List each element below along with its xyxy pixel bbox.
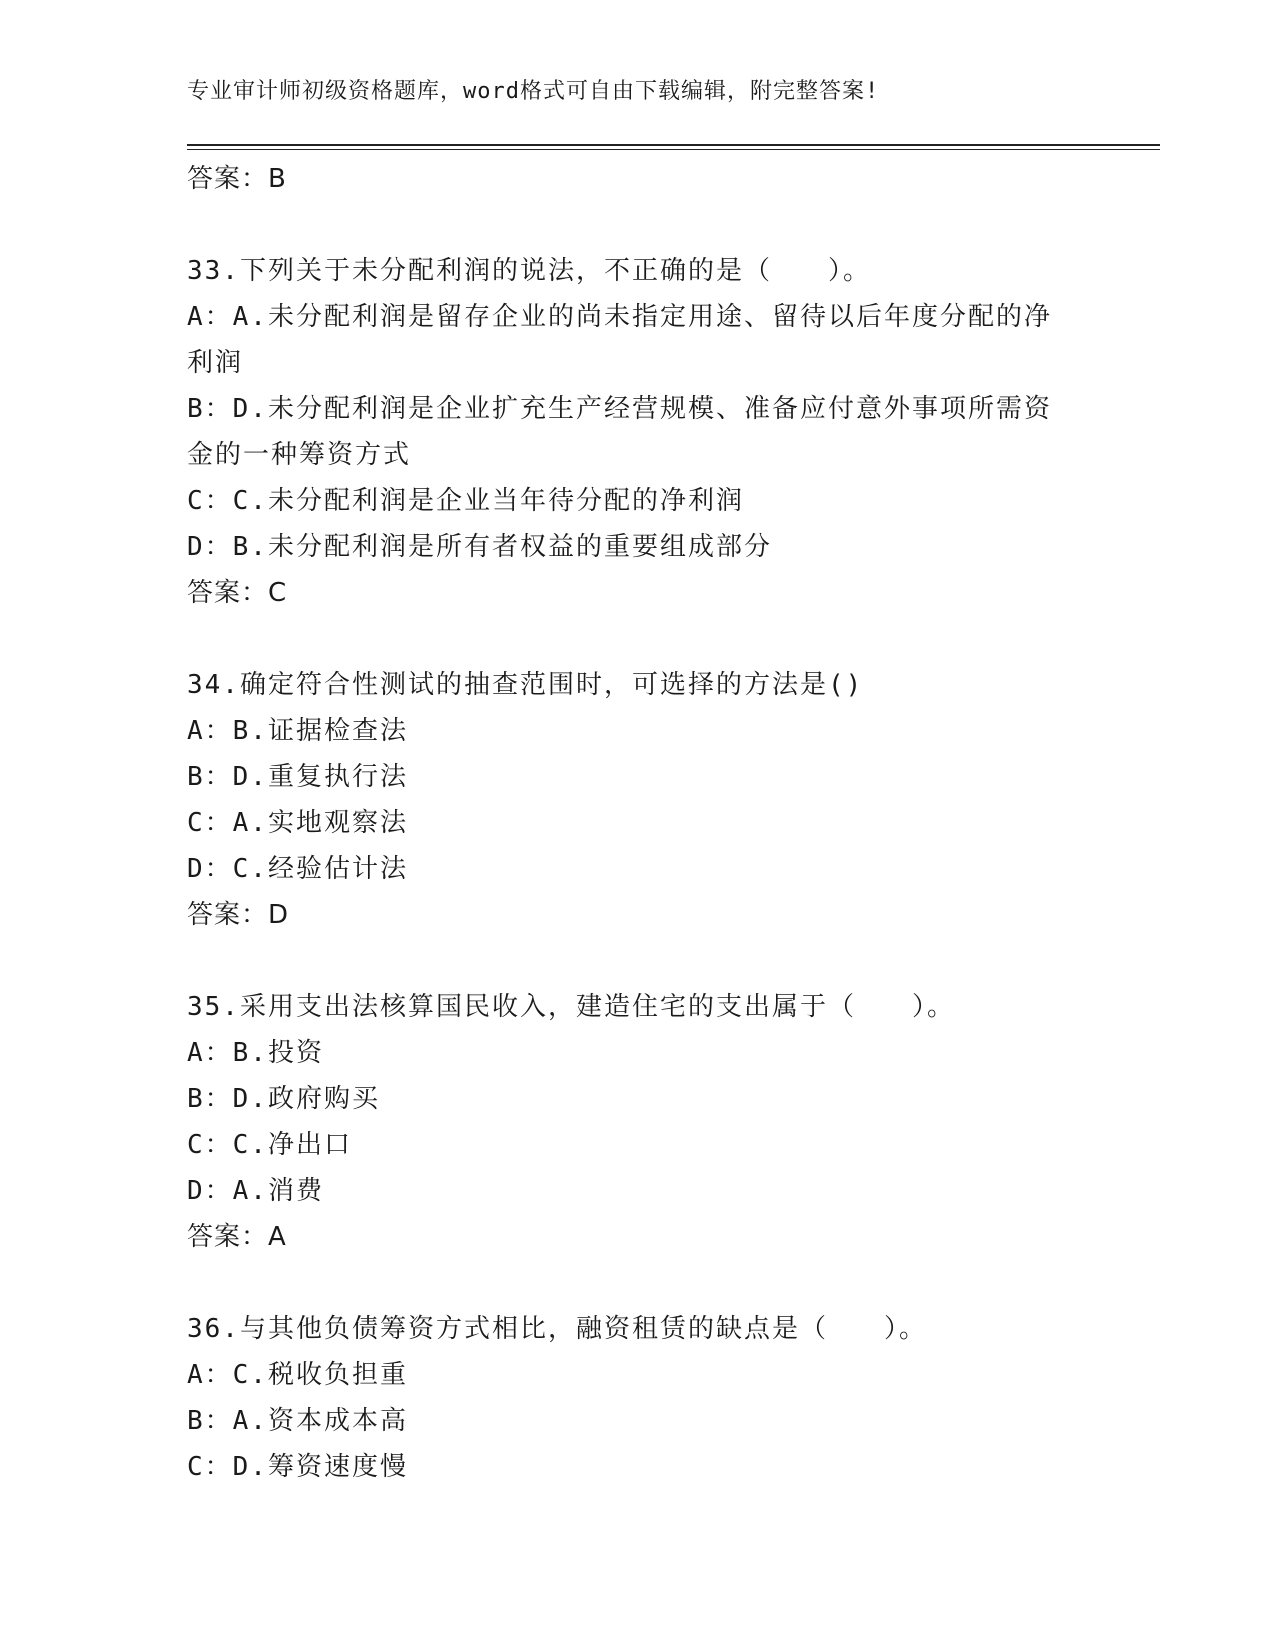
- option-line: 金的一种筹资方式: [187, 440, 412, 470]
- answer-line: 答案：D: [187, 900, 290, 930]
- option-line: B：D.重复执行法: [187, 762, 408, 792]
- option-line: C：A.实地观察法: [187, 808, 408, 838]
- option-line: D：C.经验估计法: [187, 854, 408, 884]
- option-line: C：C.净出口: [187, 1130, 352, 1160]
- page-header: 专业审计师初级资格题库，word格式可自由下载编辑，附完整答案!: [187, 79, 880, 104]
- header-divider: [187, 144, 1160, 146]
- option-line: C：D.筹资速度慢: [187, 1452, 408, 1482]
- spacer: [187, 938, 1087, 984]
- spacer: [187, 202, 1087, 248]
- question-34-text: 34.确定符合性测试的抽查范围时，可选择的方法是(): [187, 670, 864, 700]
- answer-line: 答案：C: [187, 578, 288, 608]
- option-line: A：B.投资: [187, 1038, 324, 1068]
- header-divider-thin: [187, 149, 1160, 150]
- option-line: A：A.未分配利润是留存企业的尚未指定用途、留待以后年度分配的净: [187, 302, 1052, 332]
- question-33-text: 33.下列关于未分配利润的说法，不正确的是（ ）。: [187, 256, 871, 286]
- option-line: 利润: [187, 348, 244, 378]
- answer-line: 答案：B: [187, 164, 287, 194]
- option-line: D：B.未分配利润是所有者权益的重要组成部分: [187, 532, 772, 562]
- question-35-text: 35.采用支出法核算国民收入，建造住宅的支出属于（ ）。: [187, 992, 955, 1022]
- option-line: B：D.未分配利润是企业扩充生产经营规模、准备应付意外事项所需资: [187, 394, 1052, 424]
- option-line: C：C.未分配利润是企业当年待分配的净利润: [187, 486, 744, 516]
- spacer: [187, 616, 1087, 662]
- question-content: [187, 156, 1087, 1490]
- option-line: D：A.消费: [187, 1176, 324, 1206]
- question-36-text: 36.与其他负债筹资方式相比，融资租赁的缺点是（ ）。: [187, 1314, 927, 1344]
- answer-line: 答案：A: [187, 1222, 287, 1252]
- option-line: B：A.资本成本高: [187, 1406, 408, 1436]
- option-line: B：D.政府购买: [187, 1084, 380, 1114]
- option-line: A：B.证据检查法: [187, 716, 408, 746]
- spacer: [187, 1260, 1087, 1306]
- option-line: A：C.税收负担重: [187, 1360, 408, 1390]
